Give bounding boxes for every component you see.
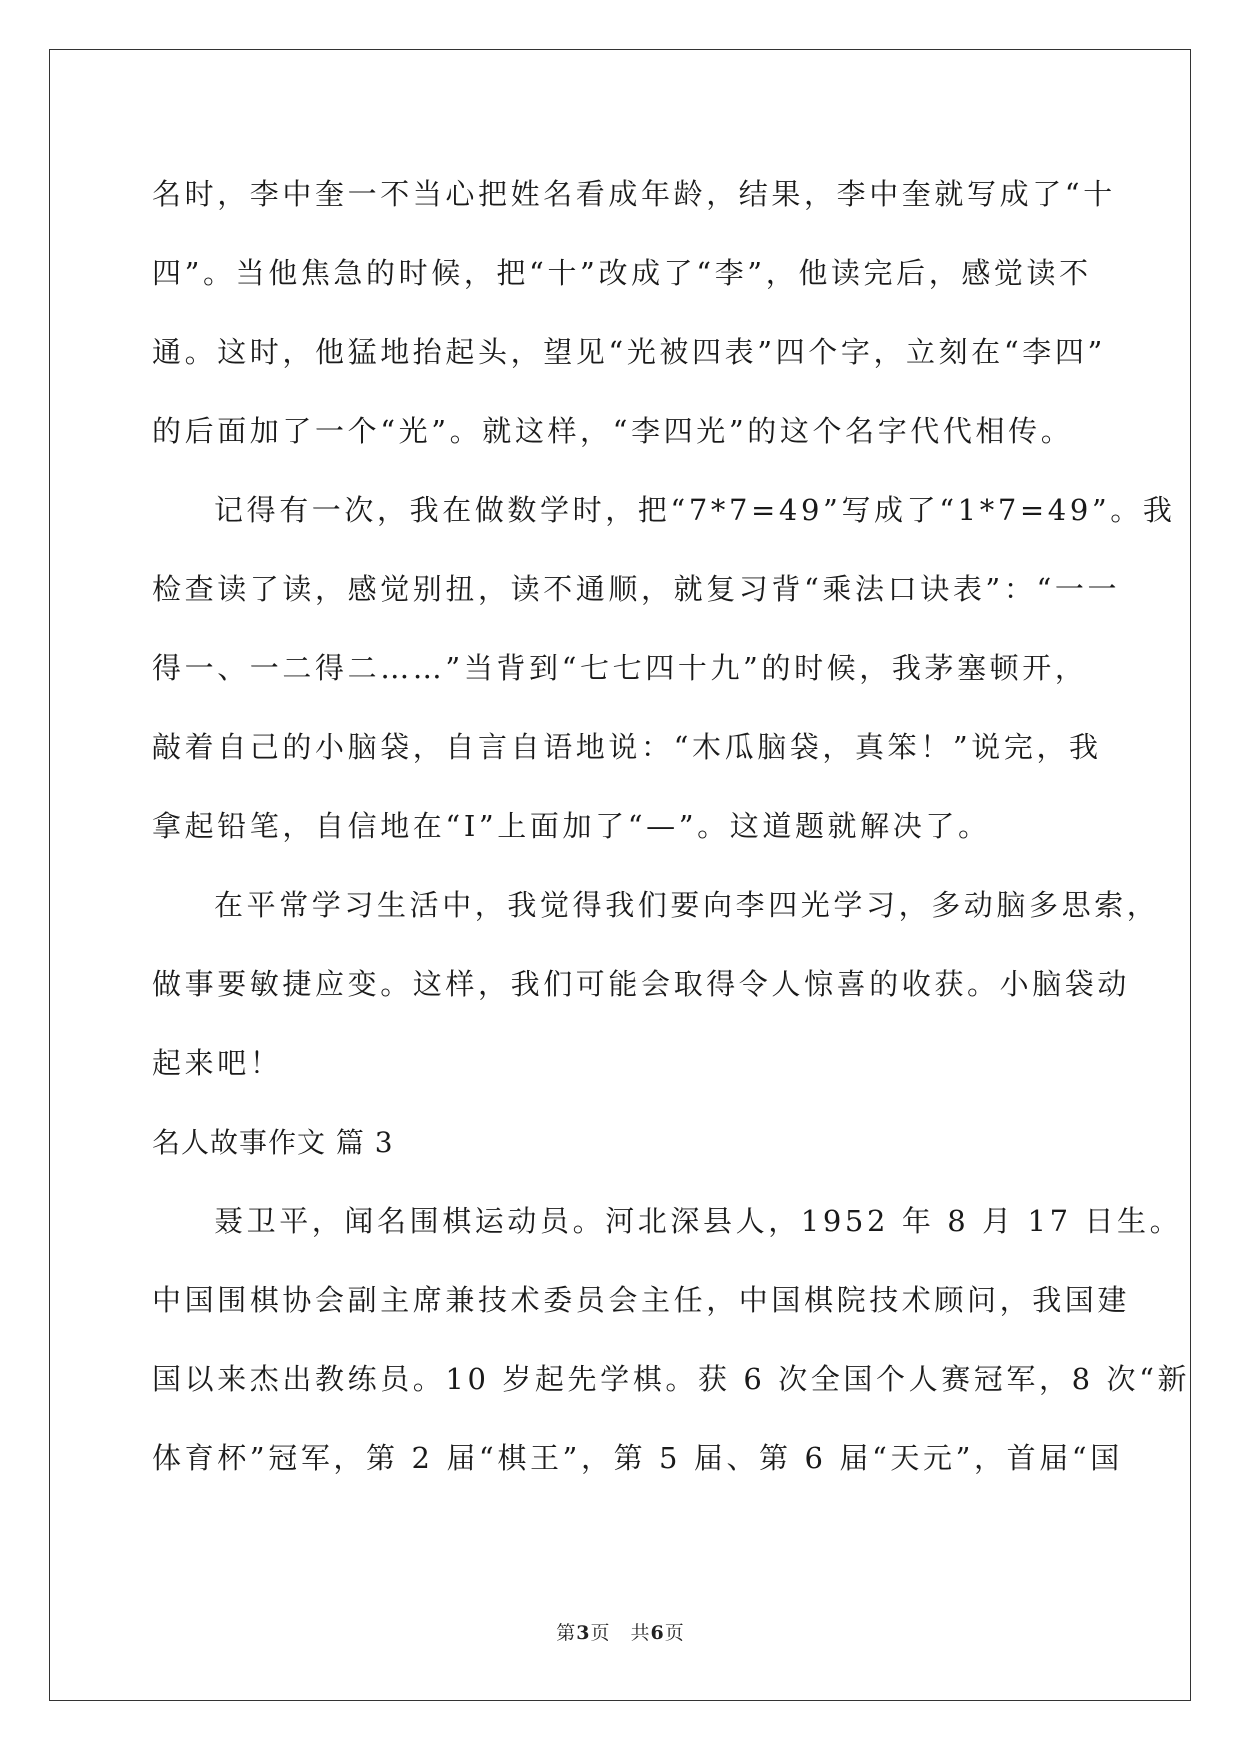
total-suffix: 页 <box>664 1622 685 1644</box>
page-mid: 页 <box>590 1622 611 1644</box>
paragraph-start-line: 记得有一次，我在做数学时，把“7*7=49”写成了“1*7=49”。我 <box>214 493 1176 527</box>
text-line: 做事要敏捷应变。这样，我们可能会取得令人惊喜的收获。小脑袋动 <box>152 967 1131 1001</box>
total-prefix: 共 <box>630 1622 651 1644</box>
page-current-number: 3 <box>576 1622 591 1644</box>
page-total-number: 6 <box>650 1622 665 1644</box>
text-line: 敲着自己的小脑袋，自言自语地说：“木瓜脑袋，真笨！”说完，我 <box>152 730 1102 764</box>
section-heading: 名人故事作文 篇 3 <box>152 1126 394 1159</box>
page-footer <box>0 1618 1241 1645</box>
paragraph-start-line: 聂卫平，闻名围棋运动员。河北深县人，1952 年 8 月 17 日生。 <box>214 1204 1183 1238</box>
text-line: 体育杯”冠军，第 2 届“棋王”，第 5 届、第 6 届“天元”，首届“国 <box>152 1441 1123 1475</box>
paragraph-start-line: 在平常学习生活中，我觉得我们要向李四光学习，多动脑多思索， <box>214 888 1160 922</box>
text-line: 中国围棋协会副主席兼技术委员会主任，中国棋院技术顾问，我国建 <box>152 1283 1131 1317</box>
text-line: 检查读了读，感觉别扭，读不通顺，就复习背“乘法口诀表”：“一一 <box>152 572 1121 606</box>
text-line: 的后面加了一个“光”。就这样，“李四光”的这个名字代代相传。 <box>152 414 1074 448</box>
text-line: 拿起铅笔，自信地在“I”上面加了“—”。这道题就解决了。 <box>152 809 991 843</box>
document-body <box>152 155 1191 1498</box>
text-line: 名时，李中奎一不当心把姓名看成年龄，结果，李中奎就写成了“十 <box>152 177 1116 211</box>
text-line: 四”。当他焦急的时候，把“十”改成了“李”，他读完后，感觉读不 <box>152 256 1092 290</box>
text-line: 起来吧！ <box>152 1046 283 1080</box>
text-line: 得一、一二得二……”当背到“七七四十九”的时候，我茅塞顿开， <box>152 651 1088 685</box>
text-line: 国以来杰出教练员。10 岁起先学棋。获 6 次全国个人赛冠军，8 次“新 <box>152 1362 1191 1396</box>
text-line: 通。这时，他猛地抬起头，望见“光被四表”四个字，立刻在“李四” <box>152 335 1106 369</box>
page-prefix: 第 <box>556 1622 577 1644</box>
